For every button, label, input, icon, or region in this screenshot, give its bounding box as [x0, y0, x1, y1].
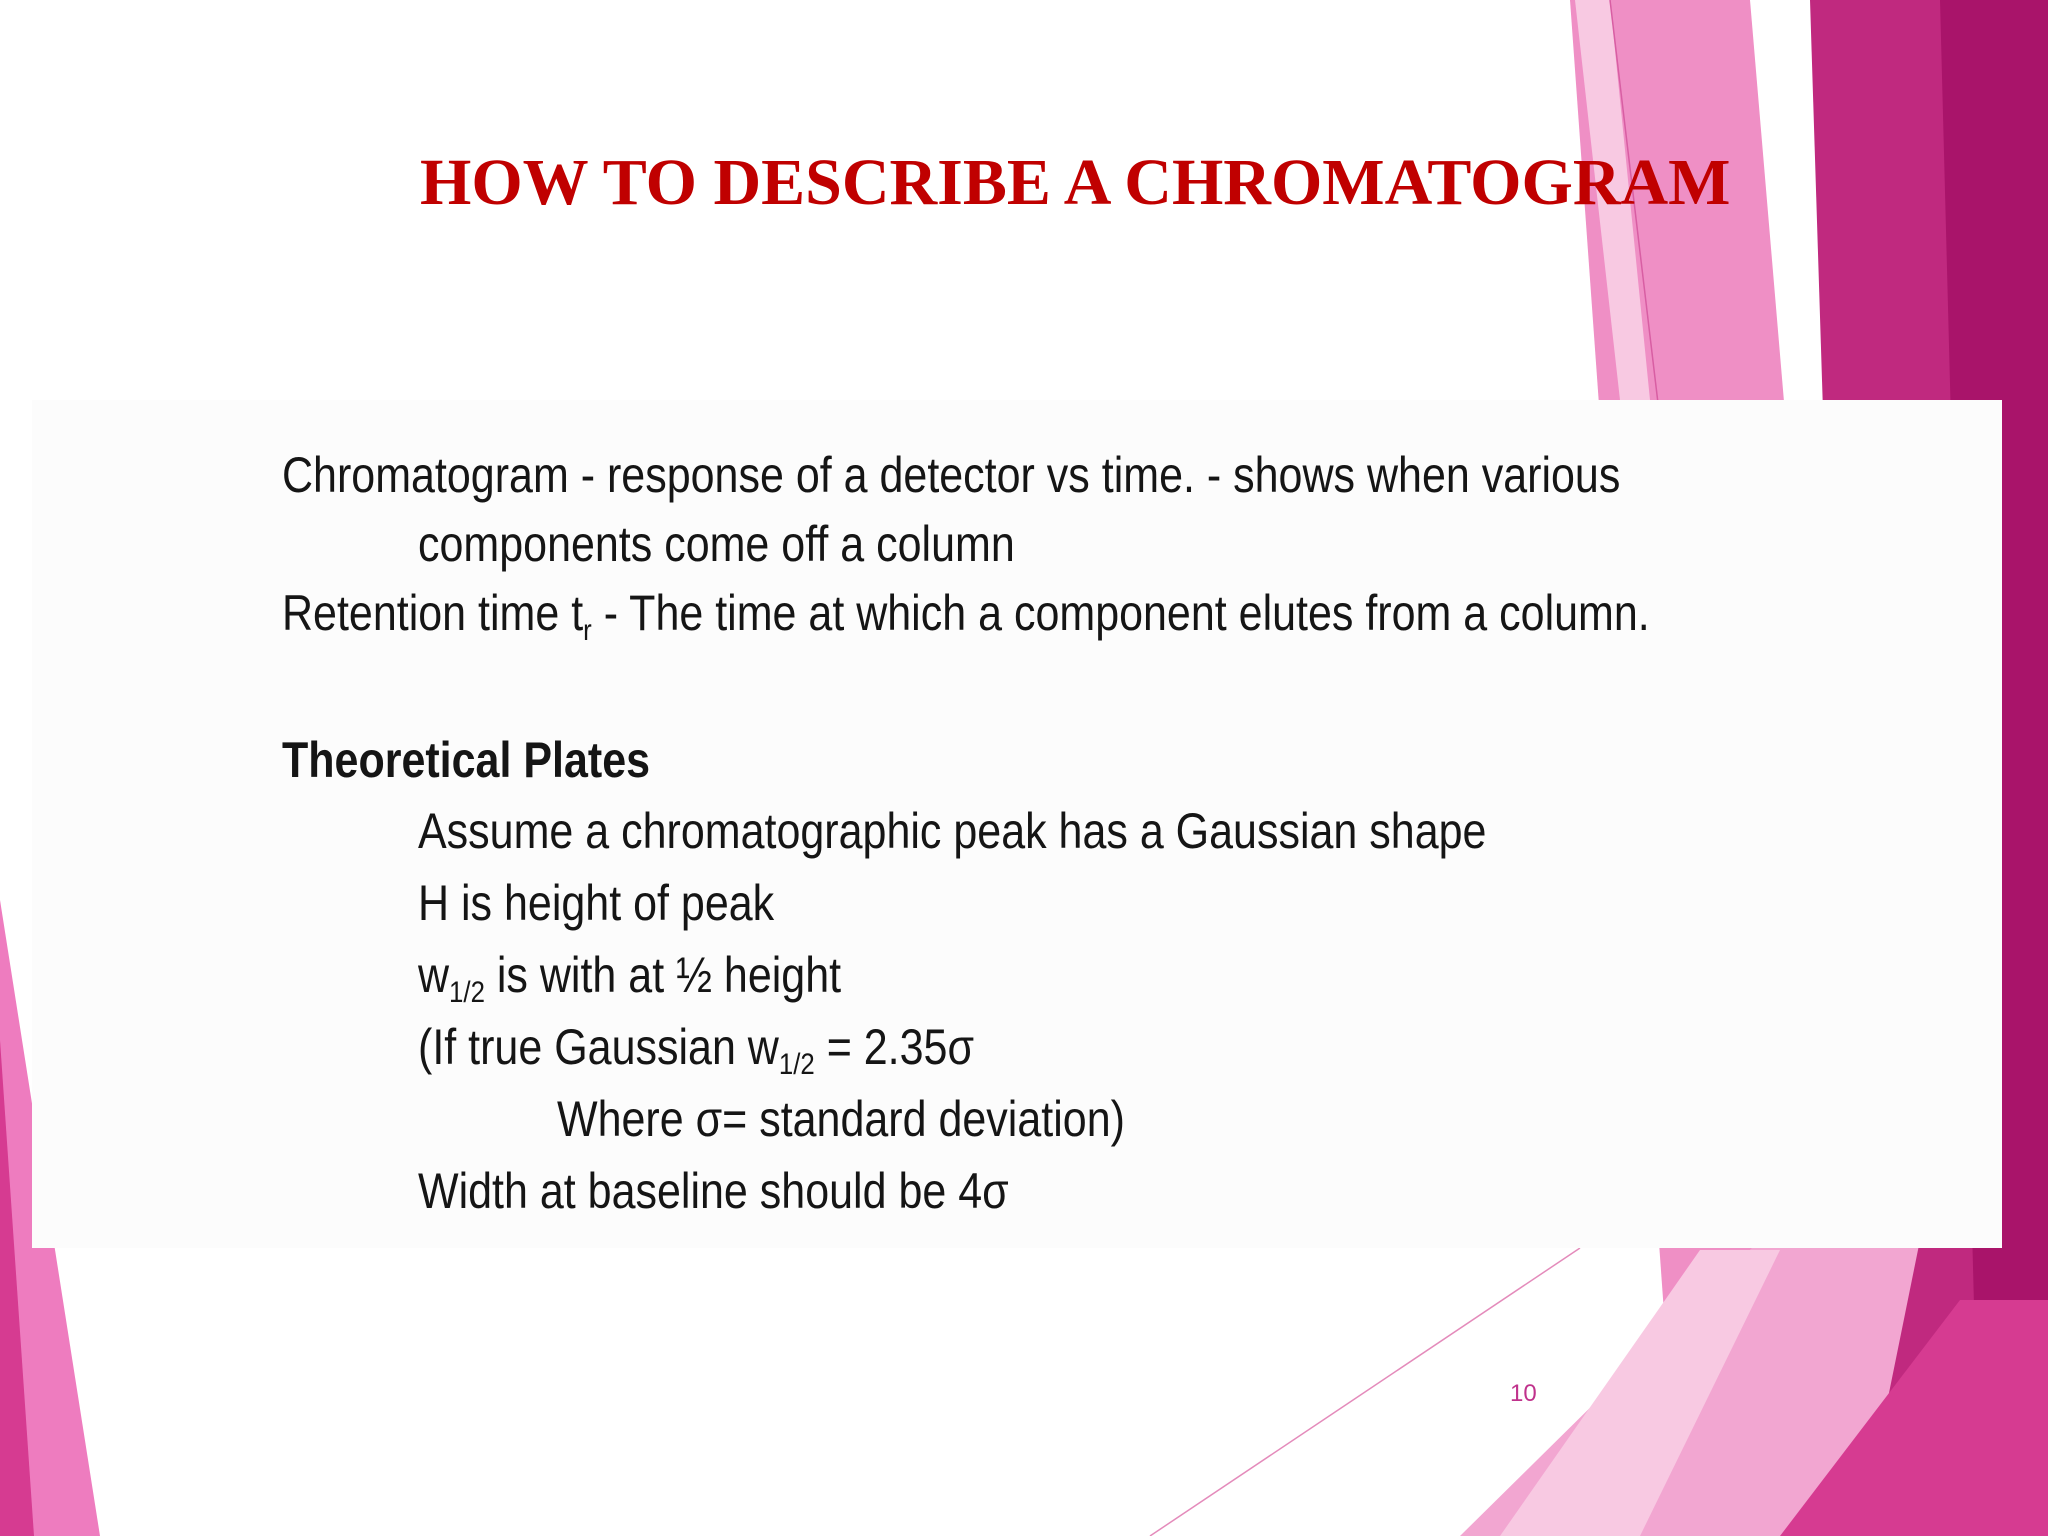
gaussian-width-subscript: 1/2 [778, 1048, 815, 1081]
page-number: 10 [1510, 1380, 1537, 1407]
gaussian-width-value: = 2.35σ [814, 1019, 974, 1075]
retention-time-definition: - The time at which a component elutes from a column. [591, 585, 1650, 641]
half-width-subscript: 1/2 [449, 976, 485, 1009]
slide-title: HOW TO DESCRIBE A CHROMATOGRAM [420, 146, 1731, 219]
chromatogram-definition-line: Chromatogram - response of a detector vs time. - shows when various [282, 447, 1621, 503]
half-width-line [418, 944, 841, 1024]
theoretical-plates-heading: Theoretical Plates [282, 732, 651, 788]
gaussian-width-prefix: (If true Gaussian w [418, 1019, 779, 1075]
retention-time-line [282, 582, 1650, 662]
gaussian-shape-line: Assume a chromatographic peak has a Gaussian shape [418, 803, 1487, 859]
half-width-prefix: w [418, 947, 450, 1003]
content-image [32, 400, 2002, 1248]
half-width-definition: is with at ½ height [484, 947, 842, 1003]
retention-time-subscript: r [583, 614, 592, 647]
baseline-width-line: Width at baseline should be 4σ [418, 1163, 1009, 1219]
standard-deviation-line: Where σ= standard deviation) [557, 1091, 1125, 1147]
retention-time-prefix: Retention time t [282, 585, 584, 641]
peak-height-line: H is height of peak [418, 875, 775, 931]
gaussian-width-line [418, 1016, 974, 1096]
chromatogram-definition-continuation: components come off a column [418, 516, 1015, 572]
